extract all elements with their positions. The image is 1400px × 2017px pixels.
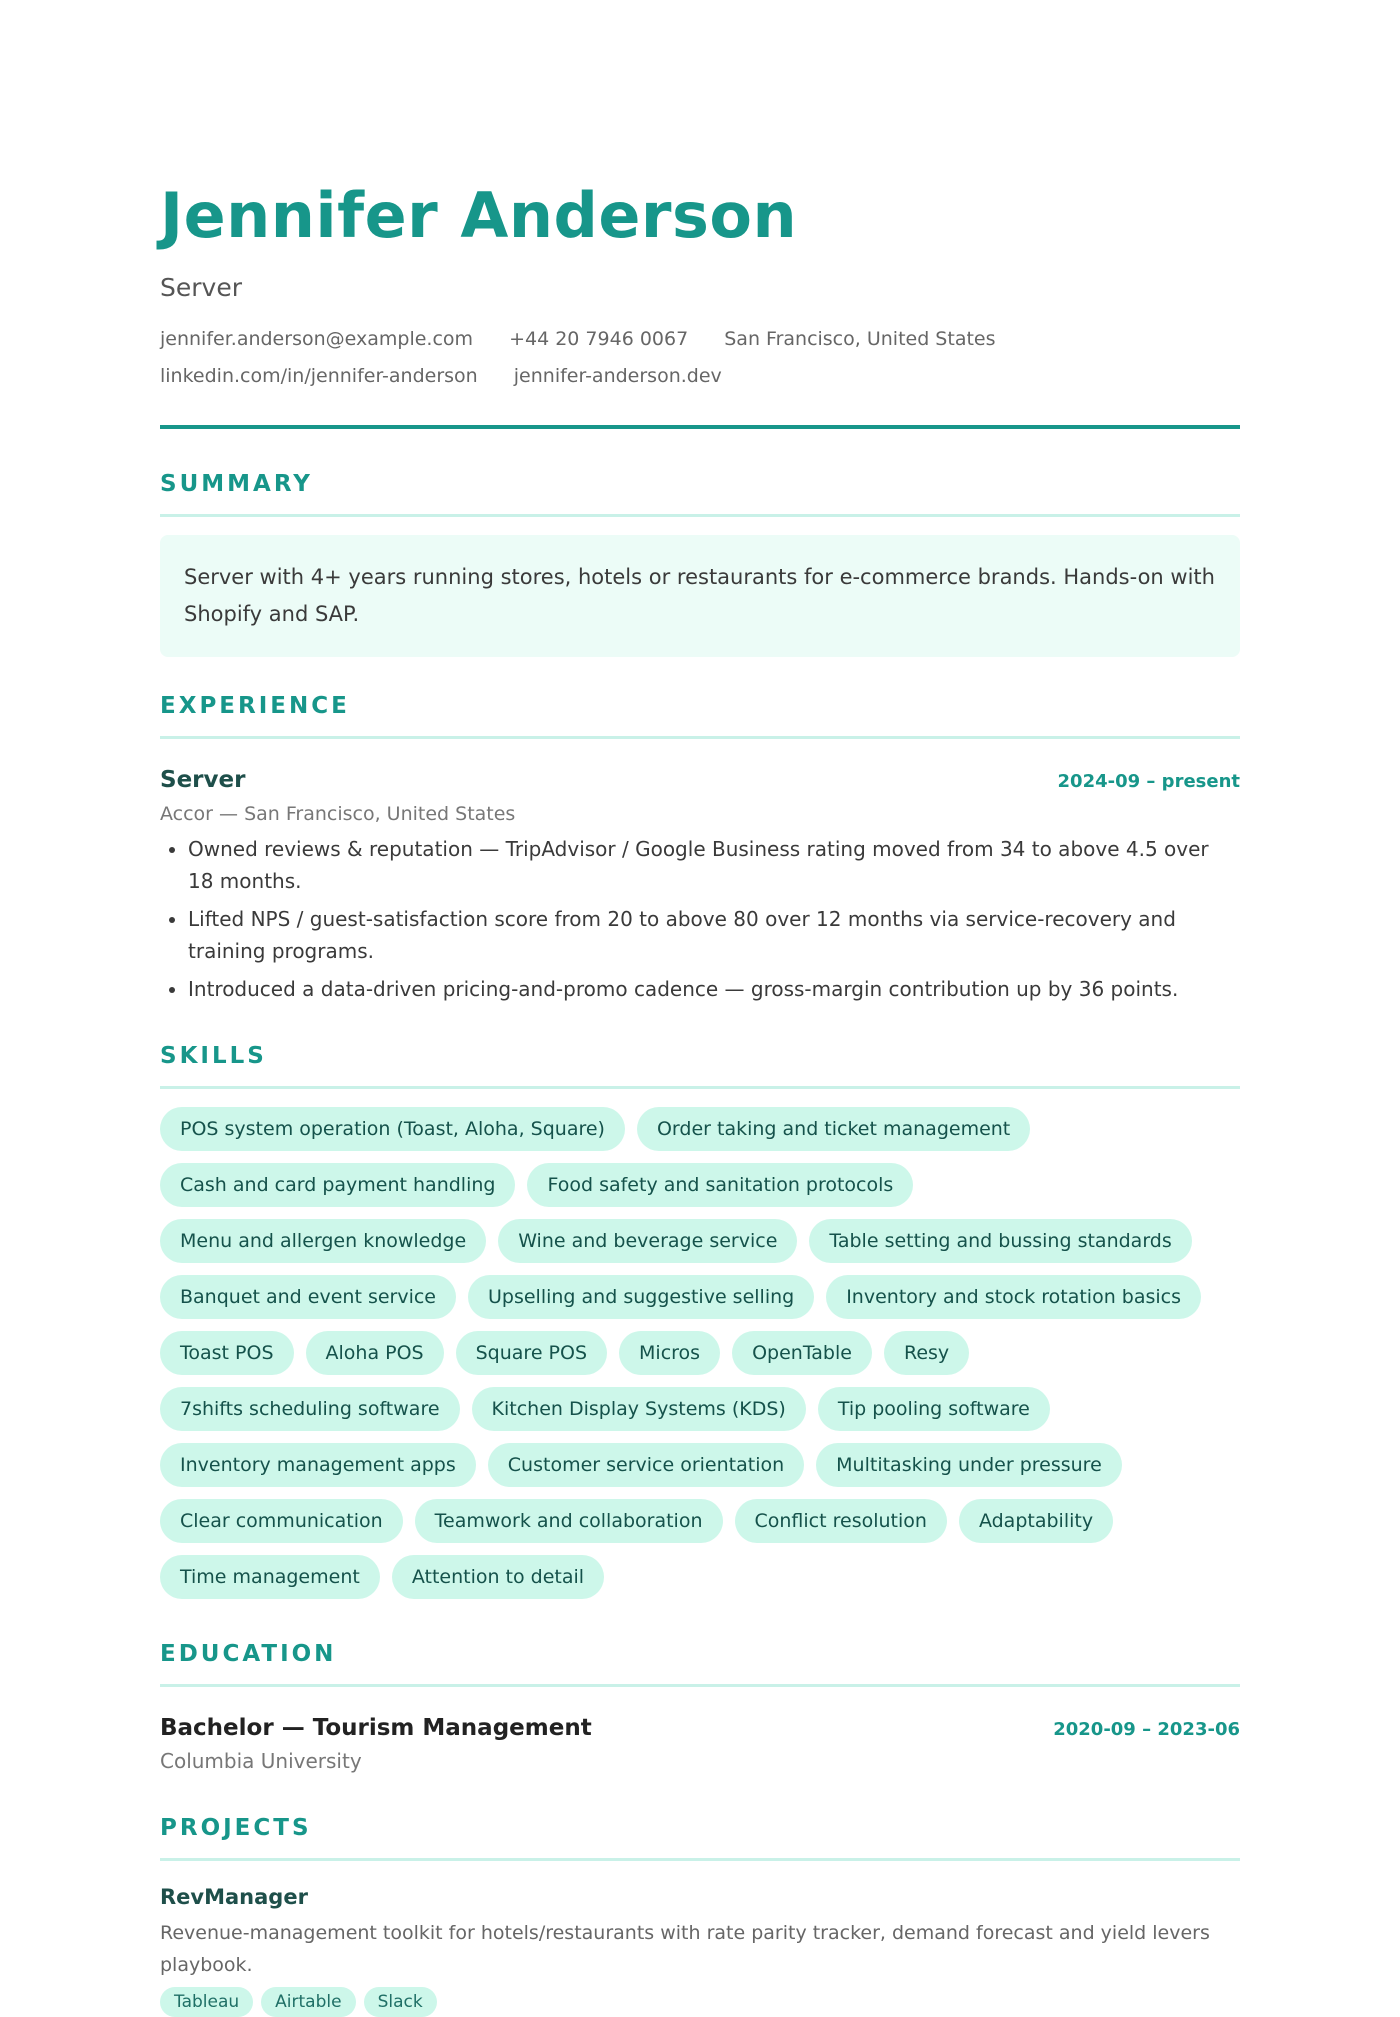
experience-entry [160, 767, 1240, 1005]
project-name: RevManager [160, 1885, 308, 1910]
contact-website[interactable]: jennifer-anderson.dev [513, 365, 722, 388]
education-school: Columbia University [160, 1749, 362, 1774]
skill-chip: Order taking and ticket management [637, 1107, 1030, 1151]
skill-chip: Kitchen Display Systems (KDS) [472, 1387, 806, 1431]
skill-chip: Resy [884, 1331, 969, 1375]
job-role: Server [160, 767, 246, 794]
contact-info [160, 321, 1240, 395]
project-tags [160, 1987, 1240, 2017]
job-bullets [160, 833, 1240, 1005]
contact-location: San Francisco, United States [724, 328, 996, 351]
experience-heading: EXPERIENCE [160, 693, 350, 720]
education-header [160, 1715, 1240, 1741]
skill-chip: Clear communication [160, 1499, 403, 1543]
summary-divider [160, 514, 1240, 517]
skill-chip: Table setting and bussing standards [809, 1219, 1191, 1263]
projects-heading: PROJECTS [160, 1815, 312, 1842]
resume-content [160, 180, 1240, 2017]
skills-list [160, 1107, 1240, 1599]
candidate-name: Jennifer Anderson [160, 179, 798, 252]
skills-divider [160, 1086, 1240, 1089]
skill-chip: Attention to detail [392, 1555, 604, 1599]
candidate-title: Server [160, 273, 242, 303]
skill-chip: Cash and card payment handling [160, 1163, 515, 1207]
job-organization: Accor — San Francisco, United States [160, 803, 516, 826]
skill-chip: Toast POS [160, 1331, 294, 1375]
education-divider [160, 1684, 1240, 1687]
header-divider [160, 425, 1240, 429]
skill-chip: Multitasking under pressure [816, 1443, 1122, 1487]
project-tag: Slack [364, 1987, 437, 2017]
projects-divider [160, 1858, 1240, 1861]
education-entry [160, 1715, 1240, 1773]
skill-chip: Menu and allergen knowledge [160, 1219, 486, 1263]
contact-row-1 [160, 321, 1240, 358]
skill-chip: Conflict resolution [735, 1499, 947, 1543]
skill-chip: Teamwork and collaboration [415, 1499, 723, 1543]
skill-chip: Customer service orientation [488, 1443, 804, 1487]
contact-row-2 [160, 358, 1240, 395]
project-tag: Tableau [160, 1987, 253, 2017]
skill-chip: Aloha POS [306, 1331, 444, 1375]
job-header [160, 767, 1240, 793]
skill-chip: Square POS [456, 1331, 607, 1375]
skill-chip: Time management [160, 1555, 380, 1599]
job-bullet: • Introduced a data-driven pricing-and-promo cadence — gross-margin contribution up by 36 points. [188, 973, 1240, 1005]
skill-chip: Inventory and stock rotation basics [826, 1275, 1201, 1319]
project-description: Revenue-management toolkit for hotels/restaurants with rate parity tracker, demand forecast and yield levers playbook. [160, 1922, 1210, 1977]
contact-linkedin[interactable]: linkedin.com/in/jennifer-anderson [160, 365, 478, 388]
skill-chip: Inventory management apps [160, 1443, 476, 1487]
skill-chip: Tip pooling software [818, 1387, 1050, 1431]
skills-heading: SKILLS [160, 1043, 267, 1070]
project-tag: Airtable [261, 1987, 355, 2017]
skill-chip: POS system operation (Toast, Aloha, Square) [160, 1107, 625, 1151]
skill-chip: Banquet and event service [160, 1275, 456, 1319]
skill-chip: Adaptability [959, 1499, 1113, 1543]
contact-email[interactable]: jennifer.anderson@example.com [160, 328, 474, 351]
job-dates: 2024-09 – present [1057, 771, 1240, 793]
skill-chip: Food safety and sanitation protocols [527, 1163, 913, 1207]
experience-divider [160, 736, 1240, 739]
summary-text: Server with 4+ years running stores, hotels or restaurants for e-commerce brands. Hands-on with Shopify and SAP. [160, 535, 1240, 657]
skill-chip: Wine and beverage service [498, 1219, 797, 1263]
contact-phone[interactable]: +44 20 7946 0067 [509, 328, 689, 351]
job-bullet: • Owned reviews & reputation — TripAdvisor / Google Business rating moved from 34 to above 4.5 over 18 months. [188, 833, 1240, 897]
summary-heading: SUMMARY [160, 471, 313, 498]
skill-chip: Upselling and suggestive selling [468, 1275, 814, 1319]
project-entry [160, 1885, 1240, 2017]
education-degree: Bachelor — Tourism Management [160, 1715, 592, 1742]
education-dates: 2020-09 – 2023-06 [1053, 1719, 1240, 1741]
education-heading: EDUCATION [160, 1641, 337, 1668]
skill-chip: Micros [619, 1331, 720, 1375]
skill-chip: 7shifts scheduling software [160, 1387, 460, 1431]
job-bullet: • Lifted NPS / guest-satisfaction score from 20 to above 80 over 12 months via service-recovery and training programs. [188, 903, 1240, 967]
skill-chip: OpenTable [732, 1331, 872, 1375]
